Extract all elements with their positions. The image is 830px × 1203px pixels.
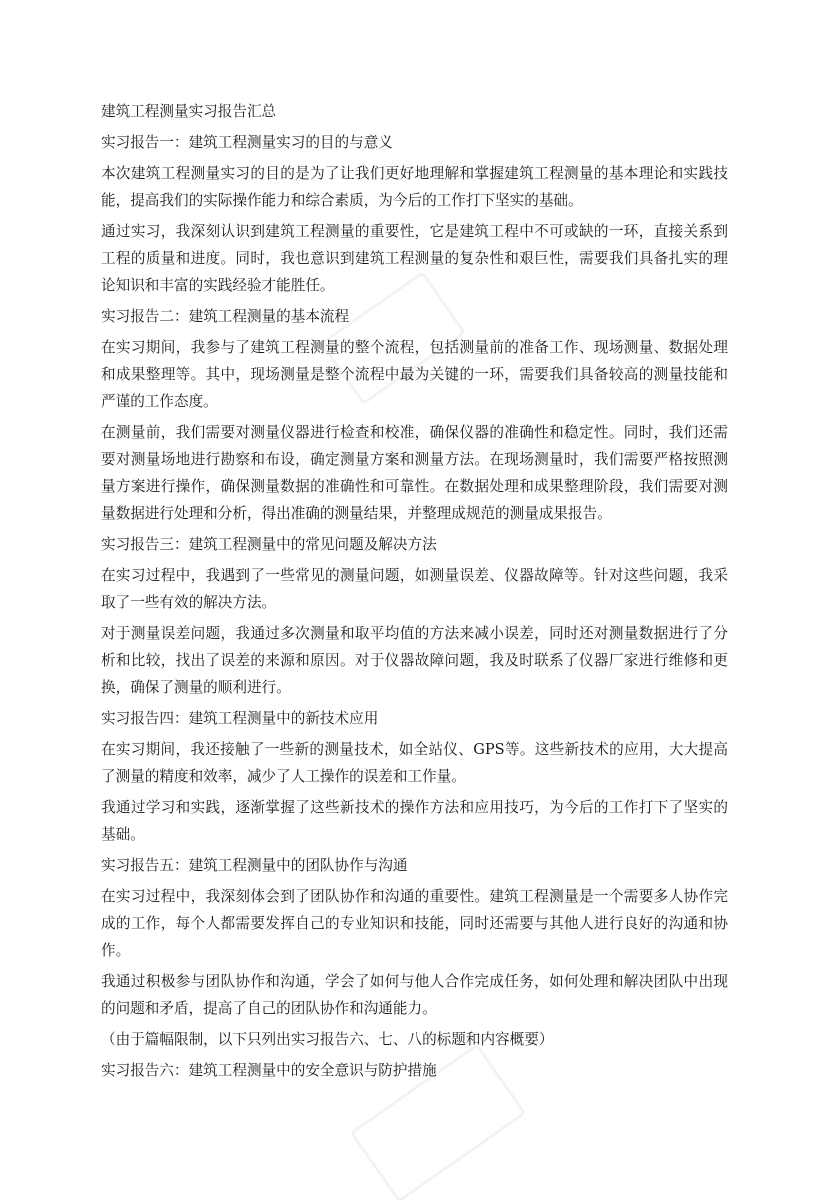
paragraph: 对于测量误差问题，我通过多次测量和取平均值的方法来减小误差，同时还对测量数据进行了分析和比较，找出了误差的来源和原因。对于仪器故障问题，我及时联系了仪器厂家进行维修和更换，确保了测量的顺利进行。 [101, 625, 728, 696]
paragraph: 我通过学习和实践，逐渐掌握了这些新技术的操作方法和应用技巧，为今后的工作打下了坚实的基础。 [101, 799, 728, 843]
paragraph: 在测量前，我们需要对测量仪器进行检查和校准，确保仪器的准确性和稳定性。同时，我们还需要对测量场地进行勘察和布设，确定测量方案和测量方法。在现场测量时，我们需要严格按照测量方案进行操作，确保测量数据的准确性和可靠性。在数据处理和成果整理阶段，我们需要对测量数据进行处理和分析，得出准确的测量结果，并整理成规范的测量成果报告。 [101, 424, 728, 522]
section-heading-3: 实习报告三：建筑工程测量中的常见问题及解决方法 [101, 536, 437, 553]
section-heading-4: 实习报告四：建筑工程测量中的新技术应用 [101, 710, 379, 727]
paragraph: 我通过积极参与团队协作和沟通，学会了如何与他人合作完成任务，如何处理和解决团队中出现的问题和矛盾，提高了自己的团队协作和沟通能力。 [101, 973, 728, 1017]
document-title: 建筑工程测量实习报告汇总 [101, 103, 277, 120]
section-heading-6: 实习报告六：建筑工程测量中的安全意识与防护措施 [101, 1062, 437, 1079]
paragraph: 本次建筑工程测量实习的目的是为了让我们更好地理解和掌握建筑工程测量的基本理论和实践技能，提高我们的实际操作能力和综合素质，为今后的工作打下坚实的基础。 [101, 165, 728, 209]
section-heading-1: 实习报告一：建筑工程测量实习的目的与意义 [101, 134, 393, 151]
document-body [101, 98, 728, 1088]
paragraph: 在实习过程中，我深刻体会到了团队协作和沟通的重要性。建筑工程测量是一个需要多人协作完成的工作，每个人都需要发挥自己的专业知识和技能，同时还需要与其他人进行良好的沟通和协作。 [101, 888, 728, 959]
section-heading-2: 实习报告二：建筑工程测量的基本流程 [101, 308, 350, 325]
note-paragraph: （由于篇幅限制，以下只列出实习报告六、七、八的标题和内容概要） [101, 1031, 554, 1048]
paragraph: 在实习过程中，我遇到了一些常见的测量问题，如测量误差、仪器故障等。针对这些问题，我采取了一些有效的解决方法。 [101, 567, 728, 611]
paragraph: 通过实习，我深刻认识到建筑工程测量的重要性，它是建筑工程中不可或缺的一环，直接关系到工程的质量和进度。同时，我也意识到建筑工程测量的复杂性和艰巨性，需要我们具备扎实的理论知识和丰富的实践经验才能胜任。 [101, 223, 728, 294]
section-heading-5: 实习报告五：建筑工程测量中的团队协作与沟通 [101, 857, 408, 874]
paragraph: 在实习期间，我还接触了一些新的测量技术，如全站仪、GPS等。这些新技术的应用，大大提高了测量的精度和效率，减少了人工操作的误差和工作量。 [101, 741, 728, 785]
paragraph: 在实习期间，我参与了建筑工程测量的整个流程，包括测量前的准备工作、现场测量、数据处理和成果整理等。其中，现场测量是整个流程中最为关键的一环，需要我们具备较高的测量技能和严谨的工作态度。 [101, 339, 728, 410]
